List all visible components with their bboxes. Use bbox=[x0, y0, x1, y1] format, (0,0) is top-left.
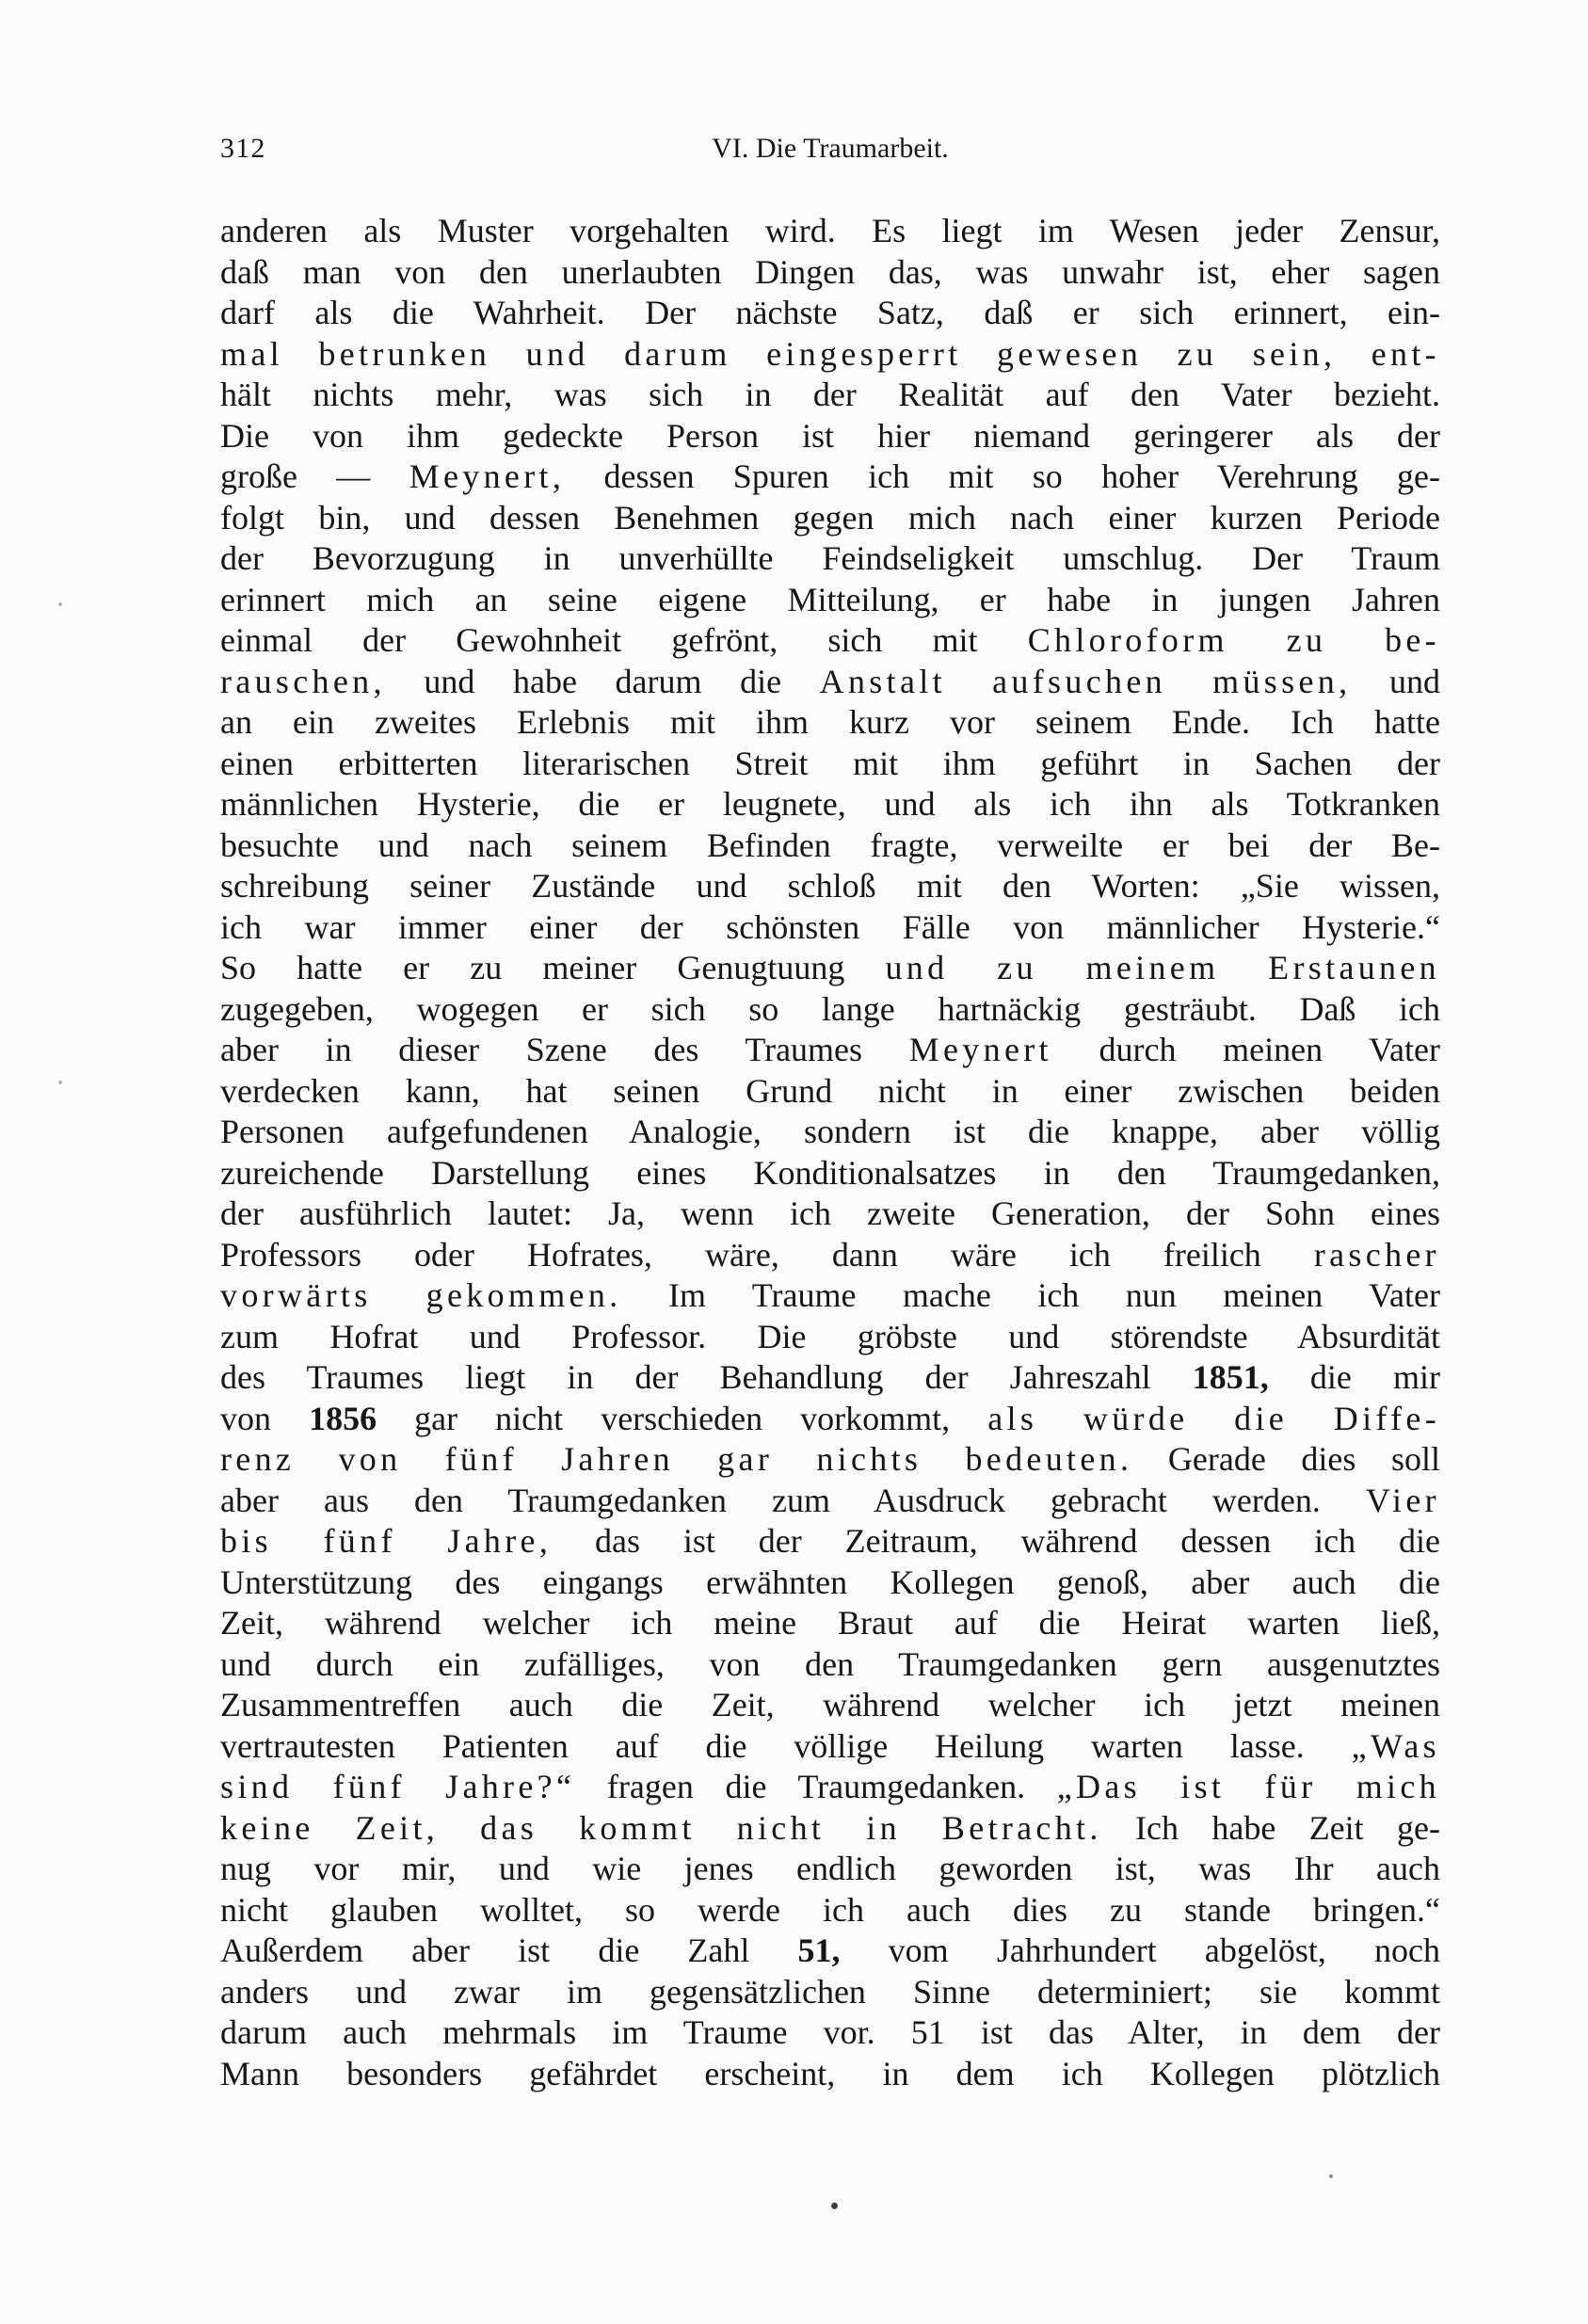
text-line bbox=[220, 1931, 1440, 1972]
emphasized-text: „Das ist für mich bbox=[1056, 1768, 1440, 1805]
page-number: 312 bbox=[220, 133, 266, 164]
text-line bbox=[220, 907, 1440, 949]
text-segment: folgt bin, und dessen Benehmen gegen mich nach einer kurzen Periode bbox=[220, 498, 1440, 537]
text-segment: Im Traume mache ich nun meinen Vater bbox=[621, 1276, 1440, 1314]
text-line bbox=[220, 293, 1440, 334]
text-segment: anderen als Muster vorgehalten wird. Es liegt im Wesen jeder Zensur, bbox=[220, 212, 1440, 249]
text-segment: männlichen Hysterie, die er leugnete, und als ich ihn als Totkranken bbox=[220, 785, 1440, 823]
emphasized-text: als würde die Diffe- bbox=[987, 1399, 1441, 1437]
emphasized-text: vorwärts gekommen. bbox=[220, 1276, 622, 1314]
text-segment: an ein zweites Erlebnis mit ihm kurz vor seinem Ende. Ich hatte bbox=[220, 703, 1440, 741]
text-line bbox=[220, 1153, 1440, 1194]
text-segment: durch meinen Vater bbox=[1051, 1031, 1440, 1068]
text-line bbox=[220, 1481, 1440, 1522]
emphasized-text: und zu meinem Erstaunen bbox=[885, 949, 1441, 986]
text-segment: Mann besonders gefährdet erscheint, in dem ich Kollegen plötzlich bbox=[220, 2054, 1440, 2092]
text-line bbox=[220, 457, 1440, 498]
text-line bbox=[220, 1235, 1440, 1276]
text-line bbox=[220, 375, 1440, 416]
text-segment: die mir bbox=[1268, 1358, 1440, 1396]
emphasized-text: „Was bbox=[1351, 1726, 1440, 1765]
text-segment: ich war immer einer der schönsten Fälle von männlicher Hysterie.“ bbox=[220, 907, 1440, 946]
text-segment: hält nichts mehr, was sich in der Realität auf den Vater bezieht. bbox=[220, 376, 1440, 413]
ink-speck bbox=[831, 2203, 838, 2209]
text-segment: zureichende Darstellung eines Konditionalsatzes in den Traumgedanken, bbox=[220, 1153, 1440, 1192]
text-line bbox=[220, 1399, 1440, 1440]
text-segment: und bbox=[1351, 662, 1441, 700]
ink-speck bbox=[1329, 2174, 1333, 2178]
text-line bbox=[220, 2012, 1440, 2054]
text-line bbox=[220, 1071, 1440, 1113]
emphasized-text: sind fünf Jahre?“ bbox=[220, 1768, 576, 1805]
text-segment: darf als die Wahrheit. Der nächste Satz, daß er sich erinnert, ein- bbox=[220, 294, 1440, 331]
emphasized-text: Meynert, bbox=[409, 457, 566, 495]
text-segment: einen erbitterten literarischen Streit mit ihm geführt in Sachen der bbox=[220, 744, 1440, 782]
text-line bbox=[220, 1275, 1440, 1317]
text-line bbox=[220, 416, 1440, 457]
text-line bbox=[220, 580, 1440, 621]
text-line bbox=[220, 498, 1440, 539]
bold-number: 51, bbox=[797, 1931, 841, 1969]
running-title: VI. Die Traumarbeit. bbox=[712, 133, 949, 164]
text-segment: schreibung seiner Zustände und schloß mit den Worten: „Sie wissen, bbox=[220, 867, 1440, 905]
text-line bbox=[220, 252, 1440, 294]
text-line bbox=[220, 1849, 1440, 1890]
text-line bbox=[220, 1726, 1440, 1768]
text-line bbox=[220, 1972, 1440, 2013]
text-segment: Gerade dies soll bbox=[1132, 1440, 1440, 1478]
page-header bbox=[220, 132, 1440, 171]
emphasized-text: Chloroform zu be- bbox=[1027, 621, 1440, 659]
text-segment: besuchte und nach seinem Befinden fragte, verweilte er bei der Be- bbox=[220, 825, 1440, 864]
page-body bbox=[220, 211, 1440, 2094]
text-segment: Außerdem aber ist die Zahl bbox=[220, 1931, 798, 1969]
text-segment: Professors oder Hofrates, wäre, dann wäre ich freilich bbox=[220, 1235, 1314, 1274]
text-line bbox=[220, 538, 1440, 580]
text-line bbox=[220, 620, 1440, 662]
text-line bbox=[220, 1357, 1440, 1399]
emphasized-text: Meynert bbox=[908, 1031, 1052, 1068]
emphasized-text: Anstalt aufsuchen müssen, bbox=[819, 662, 1352, 700]
text-line bbox=[220, 662, 1440, 703]
text-segment: des Traumes liegt in der Behandlung der Jahreszahl bbox=[220, 1358, 1193, 1396]
text-segment: gar nicht verschieden vorkommt, bbox=[377, 1399, 988, 1437]
bold-number: 1851, bbox=[1192, 1358, 1269, 1396]
text-line bbox=[220, 989, 1440, 1031]
text-segment: der ausführlich lautet: Ja, wenn ich zweite Generation, der Sohn eines bbox=[220, 1194, 1440, 1232]
text-line bbox=[220, 1317, 1440, 1358]
text-segment: das ist der Zeitraum, während dessen ich die bbox=[552, 1522, 1440, 1560]
emphasized-text: renz von fünf Jahren gar nichts bedeuten. bbox=[220, 1440, 1133, 1478]
text-line bbox=[220, 1194, 1440, 1235]
text-line bbox=[220, 825, 1440, 867]
text-line bbox=[220, 1439, 1440, 1481]
text-segment: von bbox=[220, 1399, 310, 1437]
text-line bbox=[220, 702, 1440, 744]
text-segment: erinnert mich an seine eigene Mitteilung, er habe in jungen Jahren bbox=[220, 580, 1440, 618]
text-line bbox=[220, 1112, 1440, 1153]
text-segment: vom Jahrhundert abgelöst, noch bbox=[840, 1931, 1440, 1969]
text-segment: Ich habe Zeit ge- bbox=[1101, 1808, 1440, 1847]
text-segment: anders und zwar im gegensätzlichen Sinne determiniert; sie kommt bbox=[220, 1972, 1440, 2011]
emphasized-text: mal betrunken und darum eingesperrt gewesen zu sein, ent- bbox=[220, 334, 1440, 373]
bold-number: 1856 bbox=[309, 1399, 377, 1437]
text-segment: zum Hofrat und Professor. Die gröbste und störendste Absurdität bbox=[220, 1317, 1440, 1355]
emphasized-text: Vier bbox=[1365, 1481, 1440, 1519]
text-segment: aber aus den Traumgedanken zum Ausdruck gebracht werden. bbox=[220, 1481, 1366, 1519]
text-line bbox=[220, 1603, 1440, 1644]
text-line bbox=[220, 1808, 1440, 1850]
text-segment: aber in dieser Szene des Traumes bbox=[220, 1031, 909, 1068]
text-line bbox=[220, 1767, 1440, 1808]
emphasized-text: rascher bbox=[1313, 1235, 1440, 1274]
emphasized-text: keine Zeit, das kommt nicht in Betracht. bbox=[220, 1808, 1102, 1847]
text-segment: Personen aufgefundenen Analogie, sondern ist die knappe, aber völlig bbox=[220, 1113, 1440, 1150]
text-line bbox=[220, 948, 1440, 989]
emphasized-text: rauschen, bbox=[220, 662, 386, 700]
text-line bbox=[220, 1563, 1440, 1604]
text-line bbox=[220, 334, 1440, 376]
text-segment: und habe darum die bbox=[385, 662, 820, 700]
text-segment: nug vor mir, und wie jenes endlich geworden ist, was Ihr auch bbox=[220, 1850, 1440, 1887]
text-segment: Unterstützung des eingangs erwähnten Kollegen genoß, aber auch die bbox=[220, 1563, 1440, 1601]
text-line bbox=[220, 211, 1440, 252]
text-segment: zugegeben, wogegen er sich so lange hartnäckig gesträubt. Daß ich bbox=[220, 989, 1440, 1028]
text-line bbox=[220, 1644, 1440, 1686]
text-line bbox=[220, 1030, 1440, 1071]
text-line bbox=[220, 1521, 1440, 1563]
text-segment: daß man von den unerlaubten Dingen das, was unwahr ist, eher sagen bbox=[220, 252, 1440, 291]
text-segment: dessen Spuren ich mit so hoher Verehrung ge- bbox=[565, 457, 1441, 495]
text-segment: So hatte er zu meiner Genugtuung bbox=[220, 949, 886, 986]
text-segment: der Bevorzugung in unverhüllte Feindseligkeit umschlug. Der Traum bbox=[220, 539, 1440, 577]
text-segment: vertrautesten Patienten auf die völlige Heilung warten lasse. bbox=[220, 1726, 1352, 1765]
text-segment: große — bbox=[220, 457, 409, 495]
text-segment: Zeit, während welcher ich meine Braut auf die Heirat warten ließ, bbox=[220, 1604, 1440, 1642]
text-segment: einmal der Gewohnheit gefrönt, sich mit bbox=[220, 621, 1028, 659]
ink-speck bbox=[58, 602, 62, 606]
ink-speck bbox=[58, 1081, 62, 1084]
text-line bbox=[220, 1685, 1440, 1726]
text-segment: und durch ein zufälliges, von den Traumgedanken gern ausgenutztes bbox=[220, 1644, 1440, 1683]
text-segment: fragen die Traumgedanken. bbox=[575, 1768, 1057, 1805]
text-line bbox=[220, 1890, 1440, 1931]
text-segment: darum auch mehrmals im Traume vor. 51 ist das Alter, in dem der bbox=[220, 2013, 1440, 2051]
text-segment: Zusammentreffen auch die Zeit, während welcher ich jetzt meinen bbox=[220, 1686, 1440, 1723]
text-line bbox=[220, 744, 1440, 785]
text-line bbox=[220, 866, 1440, 907]
text-line bbox=[220, 784, 1440, 825]
text-segment: Die von ihm gedeckte Person ist hier niemand geringerer als der bbox=[220, 416, 1440, 455]
text-line bbox=[220, 2054, 1440, 2095]
text-segment: nicht glauben wolltet, so werde ich auch dies zu stande bringen.“ bbox=[220, 1890, 1440, 1929]
emphasized-text: bis fünf Jahre, bbox=[220, 1522, 553, 1560]
text-segment: verdecken kann, hat seinen Grund nicht in einer zwischen beiden bbox=[220, 1071, 1440, 1110]
